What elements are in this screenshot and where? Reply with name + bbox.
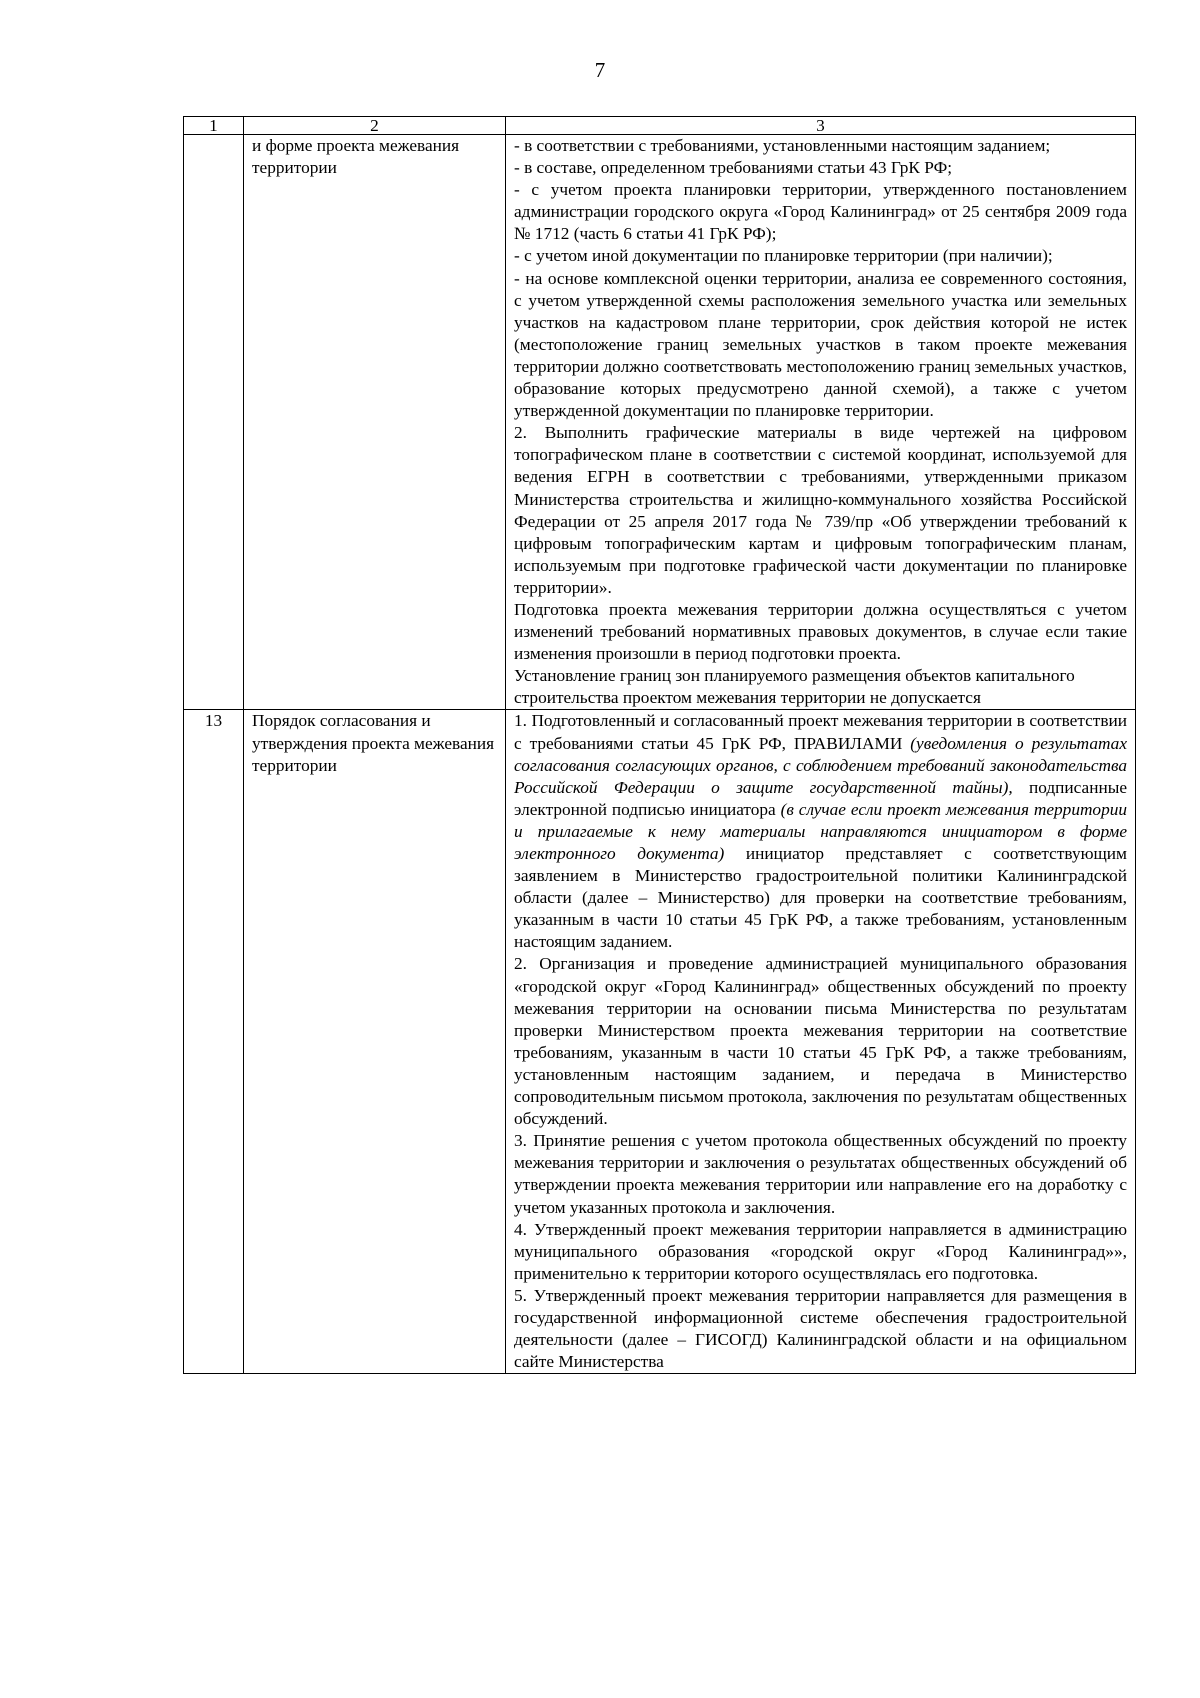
text-run: 1. Подготовленный и согласованный проект межевания территории в соответствии с требованиями статьи 45 ГрК РФ, ПРАВИЛАМИ [514,711,1127,753]
row-title-cell: Порядок согласования и утверждения проекта межевания территории [244,710,506,1374]
paragraph [514,710,1127,953]
requirements-table [183,116,1136,1374]
paragraph: - с учетом иной документации по планировке территории (при наличии); [514,246,1053,266]
header-col-3: 3 [506,117,1136,135]
italic-text-run: (в случае если проект межевания территории и прилагаемые к нему материалы направляются инициатором в форме электронного документа) [514,799,1127,863]
table-row [184,710,1136,1374]
paragraph: 3. Принятие решения с учетом протокола общественных обсуждений по проекту межевания территории и заключения о результатах общественных обсуждений об утверждении проекта межевания территории или направление его на доработку с учетом указанных протокола и заключения. [514,1131,1127,1217]
text-run: инициатор представляет с соответствующим заявлением в Министерство градостроительной политики Калининградской области (далее – Министерство) для проверки на соответствие требованиям, указанным в части 10 статьи 45 ГрК РФ, а также требованиям, установленным настоящим заданием. [514,844,1127,952]
row-number-cell: 13 [184,710,244,1374]
paragraph: - на основе комплексной оценки территории, анализа ее современного состояния, с учетом утвержденной схемы расположения земельного участка или земельных участков на кадастровом плане территории, срок действия которой не истек (местоположение границ земельных участков в таком проекте межевания территории должно соответствовать местоположению границ земельных участков, образование которых предусмотрено данной схемой), а также с учетом утвержденной документации по планировке территории. [514,268,1127,421]
paragraph: Подготовка проекта межевания территории должна осуществляться с учетом изменений требований нормативных правовых документов, в случае если такие изменения произошли в период подготовки проекта. [514,599,1127,664]
text-run: подписанные электронной подписью инициатора [514,777,1127,819]
paragraph: 2. Выполнить графические материалы в виде чертежей на цифровом топографическом плане в соответствии с системой координат, используемой для ведения ЕГРН в соответствии с требованиями, утвержденными приказом Министерства строительства и жилищно-коммунального хозяйства Российской Федерации от 25 апреля 2017 года № 739/пр «Об утверждении требований к цифровым топографическим картам и цифровым топографическим планам, используемым при подготовке графической части документации по планировке территории». [514,423,1127,597]
page-number: 7 [594,58,606,82]
italic-text-run: (уведомления о результатах согласования согласующих органов, с соблюдением требований законодательства Российской Федерации о защите государственной тайны), [514,733,1127,797]
row-content-cell [506,710,1136,1374]
header-col-2: 2 [244,117,506,135]
row-content-cell [506,135,1136,710]
paragraph: - в составе, определенном требованиями статьи 43 ГрК РФ; [514,158,953,178]
header-col-1: 1 [184,117,244,135]
table-row [184,135,1136,710]
paragraph: Установление границ зон планируемого размещения объектов капитального строительства проектом межевания территории не допускается [514,666,1075,708]
row-title-cell: и форме проекта межевания территории [244,135,506,710]
paragraph: 2. Организация и проведение администрацией муниципального образования «городской округ «Город Калининград» общественных обсуждений по проекту межевания территории на основании письма Министерства по результатам проверки Министерством проекта межевания территории на соответствие требованиям, указанным в части 10 статьи 45 ГрК РФ, а также требованиям, установленным настоящим заданием, и передача в Министерство сопроводительным письмом протокола, заключения по результатам общественных обсуждений. [514,954,1127,1129]
row-number-cell [184,135,244,710]
paragraph: - с учетом проекта планировки территории, утвержденного постановлением администрации городского округа «Город Калининград» от 25 сентября 2009 года № 1712 (часть 6 статьи 41 ГрК РФ); [514,180,1127,244]
table-header-row [184,117,1136,135]
paragraph: - в соответствии с требованиями, установленными настоящим заданием; [514,136,1051,155]
paragraph: 5. Утвержденный проект межевания территории направляется для размещения в государственной информационной системе обеспечения градостроительной деятельности (далее – ГИСОГД) Калининградской области и на официальном сайте Министерства [514,1285,1127,1372]
paragraph: 4. Утвержденный проект межевания территории направляется в администрацию муниципального образования «городской округ «Город Калининград»», применительно к территории которого осуществлялась его подготовка. [514,1219,1127,1283]
